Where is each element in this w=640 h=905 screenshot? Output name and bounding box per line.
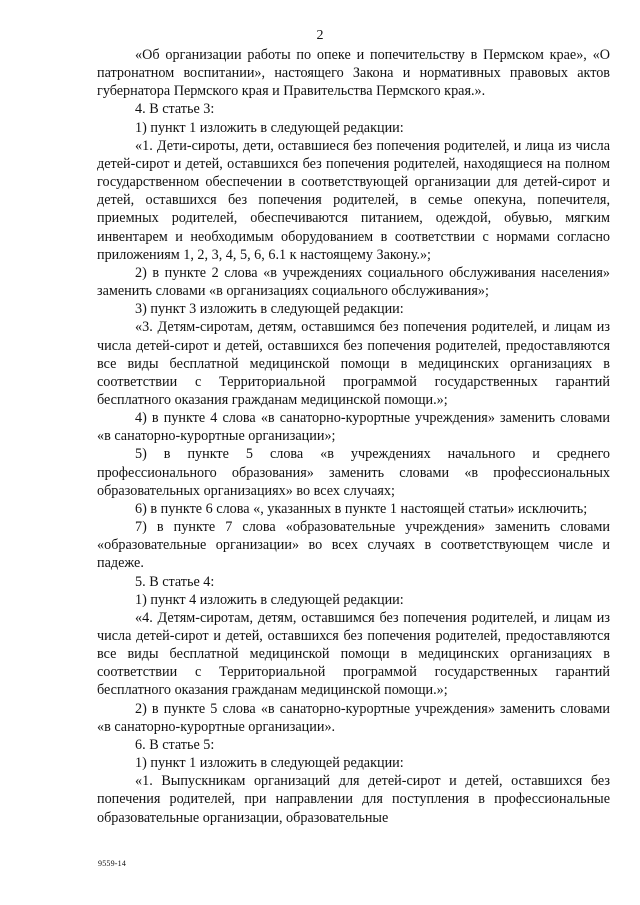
article-3-item-4: 4) в пункте 4 слова «в санаторно-курортные учреждения» заменить словами «в санаторно-курортные организации»; bbox=[97, 410, 610, 445]
document-code: 9559-14 bbox=[98, 859, 127, 868]
article-3-item-2: 2) в пункте 2 слова «в учреждениях социального обслуживания населения» заменить словами «в организациях социального обслуживания»; bbox=[97, 264, 610, 300]
article-5-heading: 6. В статье 5: bbox=[135, 736, 215, 753]
article-4-item-1: 1) пункт 4 изложить в следующей редакции: bbox=[135, 591, 404, 608]
article-3-item-1: 1) пункт 1 изложить в следующей редакции: bbox=[135, 119, 404, 136]
article-4-point-4-text: «4. Детям-сиротам, детям, оставшимся без попечения родителей, и лицам из числа детей-сирот и детей, оставшихся без попечения родителей, предоставляются все виды бесплатной медицинской помощи в медицинских организациях в соответствии с Территориальной программой государственных гарантий бесплатного оказания гражданам медицинской помощи.»; bbox=[97, 609, 610, 699]
article-5-item-1: 1) пункт 1 изложить в следующей редакции: bbox=[135, 755, 404, 772]
article-3-point-3-text: «3. Детям-сиротам, детям, оставшимся без попечения родителей, и лицам из числа детей-сирот и детей, оставшихся без попечения родителей, предоставляются все виды бесплатной медицинской помощи в медицинских организациях в соответствии с Территориальной программой государственных гарантий бесплатного оказания гражданам медицинской помощи.»; bbox=[97, 319, 610, 408]
article-3-point-1-text: «1. Дети-сироты, дети, оставшиеся без попечения родителей, и лица из числа детей-сирот и детей, оставшихся без попечения родителей, находящиеся на полном государственном обеспечении в соответствующей организации для детей-сирот и детей, оставшихся без попечения родителей, в семье опекуна, попечителя, приемных родителей, обеспечиваются питанием, одеждой, обувью, мягким инвентарем и необходимым оборудованием в соответствии с нормами согласно приложениям 1, 2, 3, 4, 5, 6, 6.1 к настоящему Закону.»; bbox=[97, 137, 610, 263]
article-5-point-1-text: «1. Выпускникам организаций для детей-сирот и детей, оставшихся без попечения родителей, при направлении для поступления в профессиональные образовательные организации, образовательные bbox=[97, 773, 610, 826]
article-4-heading: 5. В статье 4: bbox=[135, 573, 215, 590]
article-3-heading: 4. В статье 3: bbox=[135, 101, 215, 118]
article-3-item-7: 7) в пункте 7 слова «образовательные учреждения» заменить словами «образовательные организации» во всех случаях в соответствующем числе и падеже. bbox=[97, 519, 610, 572]
document-body bbox=[97, 46, 610, 827]
article-3-item-5: 5) в пункте 5 слова «в учреждениях начального и среднего профессионального образования» заменить словами «в профессиональных образовательных организациях» во всех случаях; bbox=[97, 446, 610, 499]
article-3-item-3: 3) пункт 3 изложить в следующей редакции: bbox=[135, 301, 404, 318]
page-number: 2 bbox=[316, 28, 324, 43]
article-3-item-6: 6) в пункте 6 слова «, указанных в пункте 1 настоящей статьи» исключить; bbox=[135, 500, 588, 517]
paragraph-continuation: «Об организации работы по опеке и попечительству в Пермском крае», «О патронатном воспитании», настоящего Закона и нормативных правовых актов губернатора Пермского края и Правительства Пермского края.». bbox=[97, 47, 610, 100]
article-4-item-2: 2) в пункте 5 слова «в санаторно-курортные учреждения» заменить словами «в санаторно-курортные организации». bbox=[97, 700, 610, 735]
